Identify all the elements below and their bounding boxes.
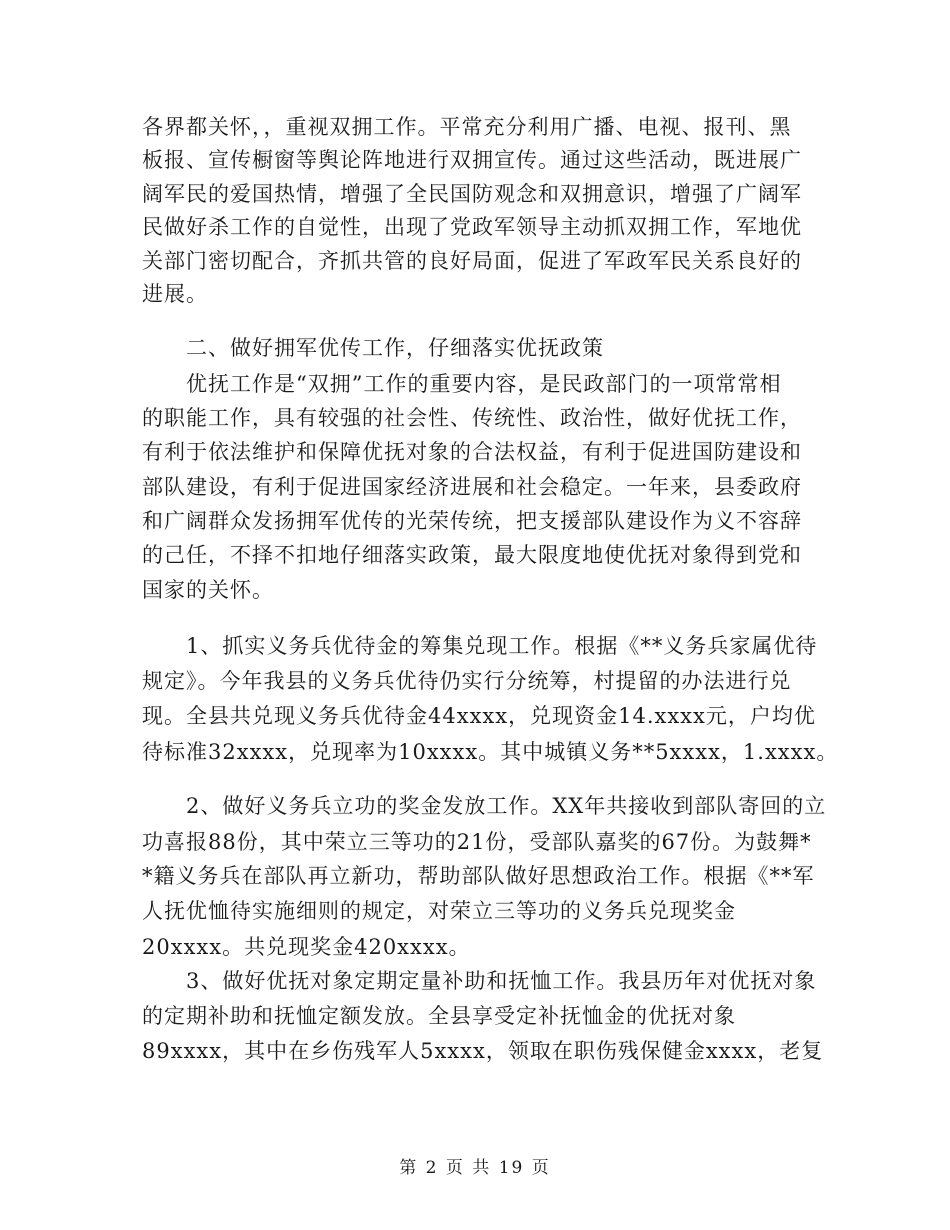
text-line: 待标准32xxxx，兑现率为10xxxx。其中城镇义务**5xxxx，1.xxxx。 [142,740,839,764]
text-line: 现。全县共兑现义务兵优待金44xxxx，兑现资金14.xxxx元，户均优 [142,704,816,728]
text-line: 进展。 [142,282,208,306]
text-line: 89xxxx，其中在乡伤残军人5xxxx，领取在职伤残保健金xxxx，老复 [142,1039,824,1063]
text-line: 的己任，不择不扣地仔细落实政策，最大限度地使优抚对象得到党和 [142,543,802,567]
text-line: 关部门密切配合，齐抓共管的良好局面，促进了军政军民关系良好的 [142,249,802,273]
text-line: 板报、宣传橱窗等舆论阵地进行双拥宣传。通过这些活动，既进展广 [142,148,802,172]
text-line: 的定期补助和抚恤定额发放。全县享受定补抚恤金的优抚对象 [142,1004,736,1028]
text-line: 规定》。今年我县的义务兵优待仍实行分统筹，村提留的办法进行兑 [142,669,792,693]
text-line: 民做好杀工作的自觉性，出现了党政军领导主动抓双拥工作，军地优 [142,215,802,239]
text-line: *籍义务兵在部队再立新功，帮助部队做好思想政治工作。根据《**军 [142,864,815,888]
text-line: 优抚工作是“双拥”工作的重要内容，是民政部门的一项常常相 [142,372,782,396]
text-line: 20xxxx。共兑现奖金420xxxx。 [142,935,471,959]
text-line: 有利于依法维护和保障优抚对象的合法权益，有利于促进国防建设和 [142,440,802,464]
text-line: 各界都关怀，，重视双拥工作。平常充分利用广播、电视、报刊、黑 [142,115,792,139]
text-line: 3、做好优抚对象定期定量补助和抚恤工作。我县历年对优抚对象 [142,969,817,993]
text-line: 人抚优恤待实施细则的规定，对荣立三等功的义务兵兑现奖金 [142,899,736,923]
page-number-footer: 第 2 页 共 19 页 [399,1158,551,1178]
text-line: 1、抓实义务兵优待金的筹集兑现工作。根据《**义务兵家属优待 [142,634,818,658]
text-line: 2、做好义务兵立功的奖金发放工作。XX年共接收到部队寄回的立 [142,794,827,818]
text-line: 国家的关怀。 [142,578,274,602]
text-line: 和广阔群众发扬拥军优传的光荣传统，把支援部队建设作为义不容辞 [142,509,802,533]
text-line: 阔军民的爱国热情，增强了全民国防观念和双拥意识，增强了广阔军 [142,182,802,206]
text-line: 的职能工作，具有较强的社会性、传统性、政治性，做好优抚工作， [142,406,802,430]
text-line: 功喜报88份，其中荣立三等功的21份，受部队嘉奖的67份。为鼓舞* [142,830,812,854]
text-line: 部队建设，有利于促进国家经济进展和社会稳定。一年来，县委政府 [142,475,802,499]
section-heading: 二、做好拥军优传工作，仔细落实优抚政策 [142,336,604,360]
